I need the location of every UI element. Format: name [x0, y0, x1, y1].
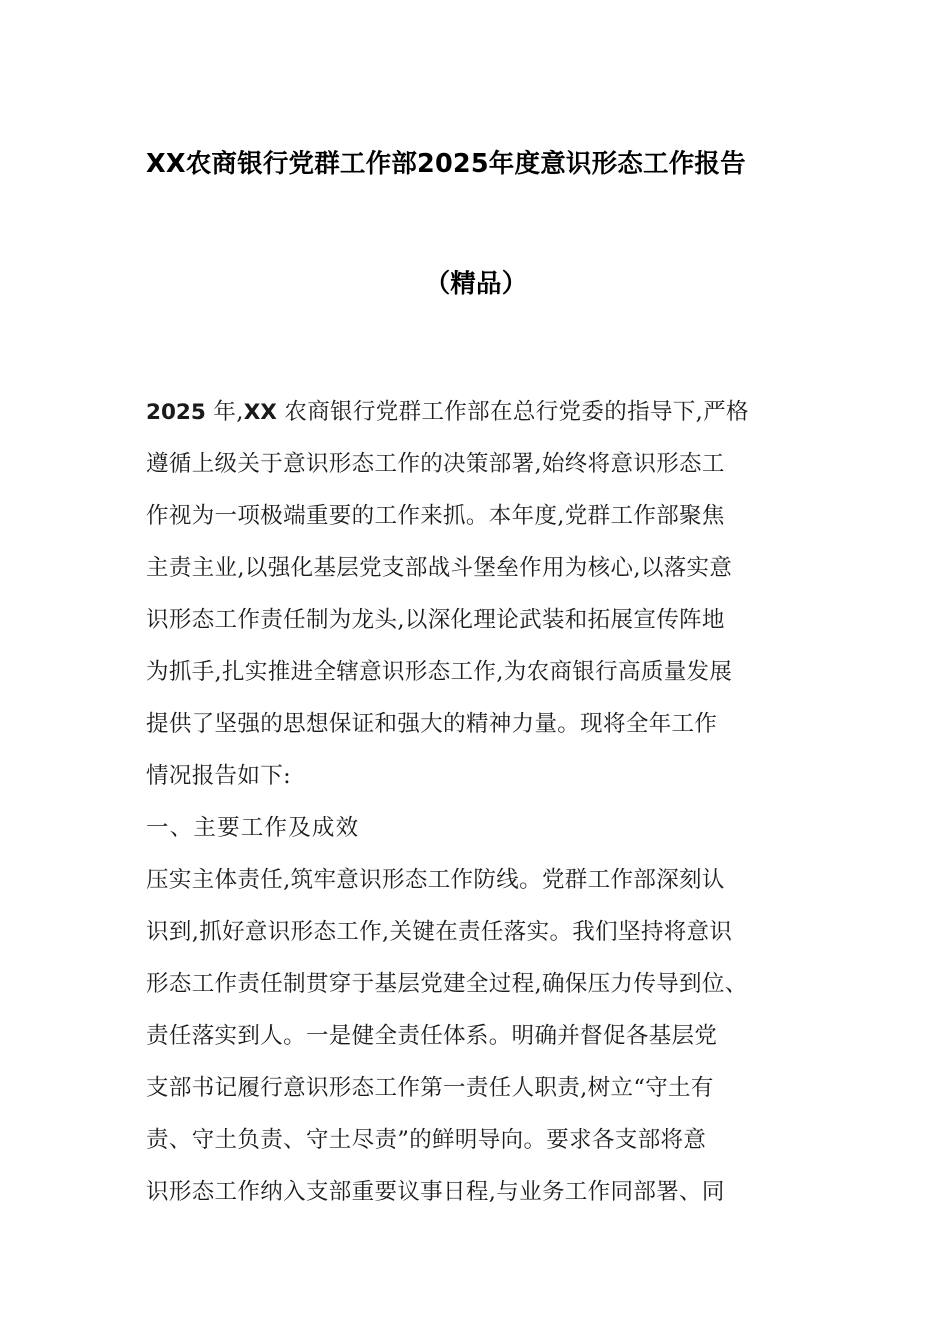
document-body — [146, 386, 810, 1218]
body-line: 形态工作责任制贯穿于基层党建全过程,确保压力传导到位、 — [146, 971, 748, 997]
body-line: 责任落实到人。一是健全责任体系。明确并督促各基层党 — [146, 1023, 718, 1049]
body-line: 主责主业,以强化基层党支部战斗堡垒作用为核心,以落实意 — [146, 555, 733, 581]
body-line: 情况报告如下: — [146, 763, 292, 789]
body-line: 识形态工作责任制为龙头,以深化理论武装和拓展宣传阵地 — [146, 607, 725, 633]
body-line: 2025 年,XX 农商银行党群工作部在总行党委的指导下,严格 — [146, 399, 749, 425]
body-line: 识形态工作纳入支部重要议事日程,与业务工作同部署、同 — [146, 1179, 725, 1205]
document-title-line-1: XX农商银行党群工作部2025年度意识形态工作报告 — [146, 149, 746, 179]
body-line: 作视为一项极端重要的工作来抓。本年度,党群工作部聚焦 — [146, 503, 725, 529]
document-title-line-2: （精品） — [424, 269, 528, 299]
body-line: 识到,抓好意识形态工作,关键在责任落实。我们坚持将意识 — [146, 919, 733, 945]
body-line: 支部书记履行意识形态工作第一责任人职责,树立“守土有 — [146, 1075, 714, 1101]
body-line: 责、守土负责、守土尽责”的鲜明导向。要求各支部将意 — [146, 1127, 707, 1153]
body-line: 压实主体责任,筑牢意识形态工作防线。党群工作部深刻认 — [146, 867, 725, 893]
latin-run: 2025 — [146, 400, 206, 425]
body-line: 为抓手,扎实推进全辖意识形态工作,为农商银行高质量发展 — [146, 659, 733, 685]
body-line: 遵循上级关于意识形态工作的决策部署,始终将意识形态工 — [146, 451, 725, 477]
latin-run: XX — [243, 400, 277, 425]
section-heading: 一、主要工作及成效 — [146, 815, 360, 841]
body-line: 提供了坚强的思想保证和强大的精神力量。现将全年工作 — [146, 711, 718, 737]
